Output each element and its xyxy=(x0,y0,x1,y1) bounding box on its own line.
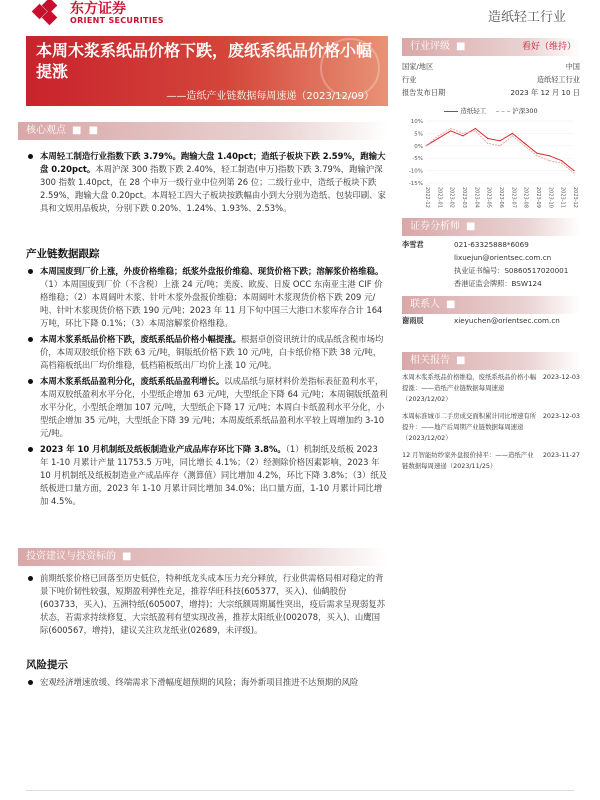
series-line-csi300 xyxy=(426,128,574,173)
bullet-text: 前期纸浆价格已回落至历史低位，特种纸龙头成本压力充分释放，行业供需格局相对稳定的背景下吨价韧性较强，短期盈利弹性充足，推荐华旺科技(605377，买入)、仙鹤股份(603733，买入)、五洲特纸(605007，增持)；大宗纸额周期属性突出，疫后需求呈现弱复苏状态，若需求持续修复，大宗纸盈利有望实现改善，推荐太阳纸业(002078，买入)、山鹰国际(600567，增持)，建议关注玖龙纸业(02689，未评级)。 xyxy=(40,573,386,635)
x-tick-label: 2023-02 xyxy=(448,187,455,208)
performance-chart xyxy=(402,102,580,219)
chart-legend xyxy=(402,106,580,115)
chain-points-item xyxy=(26,333,388,372)
x-tick-label: 2023-12 xyxy=(572,187,578,208)
data-point xyxy=(462,133,463,134)
related-report-item xyxy=(402,411,580,444)
report-subtitle: ——造纸产业链数据每周速递（2023/12/09） xyxy=(166,91,374,102)
analyst-block xyxy=(402,238,580,290)
y-tick-label: -5% xyxy=(412,156,423,163)
analyst-header: 证券分析师 ■ xyxy=(402,218,580,236)
series-line-industry xyxy=(426,128,574,170)
data-point xyxy=(549,155,550,156)
y-tick-label: 0% xyxy=(414,143,423,150)
footer-divider xyxy=(26,790,574,791)
bullet-bold-text: 2023 年 10 月机制纸及纸板制造业产成品库存环比下降 3.8%。 xyxy=(40,444,286,454)
data-point xyxy=(425,145,426,146)
data-point xyxy=(475,128,476,129)
contact-header: 联系人 ■ xyxy=(402,296,580,314)
data-point xyxy=(512,133,513,134)
data-point xyxy=(524,145,525,146)
related-report-title: 本周木浆系纸品价格维稳，废纸系纸品价格小幅提涨：——造纸产业链数据每周速递（2023/12/02） xyxy=(402,373,537,403)
analyst-line: lixuejun@orientsec.com.cn xyxy=(454,253,552,262)
section-risk-title: 风险提示 xyxy=(26,659,68,671)
analyst-row xyxy=(402,238,580,290)
data-point xyxy=(561,160,562,161)
rating-header: 行业评级 ■ 看好（维持） xyxy=(402,38,580,56)
x-tick-label: 2023-06 xyxy=(498,187,504,208)
y-tick-label: 10% xyxy=(410,119,423,125)
data-point xyxy=(450,128,451,129)
data-point xyxy=(561,163,562,164)
rating-value: 看好（维持） xyxy=(521,42,576,52)
x-tick-label: 2023-03 xyxy=(461,187,467,208)
meta-value: 造纸轻工行业 xyxy=(536,75,580,84)
risk-points-item xyxy=(26,676,388,689)
legend-item-a xyxy=(444,106,486,115)
analyst-name: 李雪君 xyxy=(402,240,424,249)
brand-logo xyxy=(34,0,164,26)
risk-section xyxy=(26,655,388,692)
meta-row xyxy=(402,60,580,73)
related-reports xyxy=(402,372,580,478)
data-point xyxy=(487,143,488,144)
x-tick-label: 2023-05 xyxy=(485,187,492,208)
chain-points-item xyxy=(26,443,388,508)
data-point xyxy=(524,143,525,144)
meta-row xyxy=(402,86,580,99)
y-tick-label: -10% xyxy=(408,168,423,175)
related-report-item xyxy=(402,450,580,472)
bullet-text: （1）本周国废到厂价（不含税）上涨 24 元/吨；美废、欧废、日废 OCC 东南亚主港 CIF 价格维稳；（2）本周阔叶木浆、针叶木浆外盘报价维稳；本周阔叶木浆现货价格下跌 209 元/吨、针叶木浆现货价格下跌 190 元/吨；2023 年 11 月下旬中国三大港口木浆库存合计 164 万吨，环比下降 0.1%；（3）本周溶解浆价格维稳。 xyxy=(40,279,383,328)
bullet-text: 宏观经济增速放缓、终端需求下滑幅度超预期的风险；海外新项目推进不达预期的风险 xyxy=(40,677,359,687)
data-point xyxy=(536,153,537,154)
core-points-item xyxy=(26,150,388,215)
chain-points-item xyxy=(26,375,388,440)
contact-row xyxy=(402,314,580,327)
bullet-bold-text: 本周木浆系纸品盈利分化，废纸系纸品盈利增长。 xyxy=(40,376,225,386)
x-tick-label: 2023-08 xyxy=(522,187,529,208)
chain-points-item xyxy=(26,265,388,330)
related-report-title: 本周标准城市二手房成交面积累计同比增速有所提升：——地产后周期产业链数据每周速递（2023/12/02） xyxy=(402,412,537,442)
data-point xyxy=(536,155,537,156)
invest-points xyxy=(26,572,388,640)
x-tick-label: 2023-01 xyxy=(436,187,443,208)
data-point xyxy=(573,170,574,171)
title-banner xyxy=(26,36,388,106)
chain-points xyxy=(26,265,388,508)
related-report-date: 2023-12-03 xyxy=(542,373,580,381)
invest-points-item xyxy=(26,572,388,637)
chain-section xyxy=(26,244,388,511)
x-tick-label: 2022-12 xyxy=(424,187,430,208)
logo-text-cn: 东方证券 xyxy=(70,0,126,17)
related-report-title: 12 月智能纺纱家外盘报价持平：——造纸产业链数据每周速递（2023/11/25） xyxy=(402,451,534,470)
bullet-text: 以成品纸与原材料价差指标表征盈利水平，本周双胶纸盈利水平分化，小型纸企增加 63 元/吨，大型纸企下降 64 元/吨；本周铜版纸盈利水平分化，小型纸企增加 107 元/吨，大型纸企下降 17 元/吨；本周白卡纸盈利水平分化，小型纸企增加 35 元/吨，大型纸企下降 39 元/吨；本周废纸系纸品盈利水平较上周增加约 3-10 元/吨。 xyxy=(40,376,388,438)
contact-line: xieyuchen@orientsec.com.cn xyxy=(454,316,560,325)
legend-a-label: 造纸轻工 xyxy=(460,107,487,115)
analyst-line: 香港证监会牌照：BSW124 xyxy=(454,279,542,288)
related-report-date: 2023-11-27 xyxy=(542,451,580,459)
section-core-title: 核心观点 xyxy=(26,125,66,136)
section-invest-header: 投资建议与投资标的 ■ xyxy=(18,548,388,566)
meta-key: 国家/地区 xyxy=(402,62,434,71)
x-tick-label: 2023-10 xyxy=(547,187,554,208)
section-core-header: 核心观点 ■ ■ xyxy=(18,122,388,140)
data-point xyxy=(512,135,513,136)
bullet-bold-text: 本周木浆系纸品价格下跌，废纸系纸品价格小幅提涨。 xyxy=(40,334,241,344)
x-tick-label: 2023-04 xyxy=(473,187,480,208)
related-label: 相关报告 xyxy=(410,355,450,366)
logo-mark-icon xyxy=(34,2,62,24)
y-tick-label: 5% xyxy=(414,131,423,138)
chart-svg xyxy=(402,117,580,217)
data-point xyxy=(499,145,500,146)
section-invest-title: 投资建议与投资标的 xyxy=(26,551,116,562)
meta-key: 行业 xyxy=(402,75,417,84)
analyst-line: 执业证书编号：S0860517020001 xyxy=(454,266,569,275)
data-point xyxy=(462,135,463,136)
bullet-text: （1）机制纸及纸板 2023 年 1-10 月累计产量 11753.5 万吨，同比增长 4.1%；（2）经测除价格因素影响，2023 年 10 月机制纸及纸板制造业产成品库存（测算值）同比增加 4.2%，环比下降 3.8%；（3）纸及纸板进口量方面，2023 年 1-10 月累计同比增加 34.0%；出口量方面，1-10 月累计同比增加 4.5%。 xyxy=(40,444,388,506)
meta-value: 中国 xyxy=(565,62,580,71)
section-chain-title: 产业链数据跟踪 xyxy=(26,248,100,260)
data-point xyxy=(438,135,439,136)
contact-label: 联系人 xyxy=(410,299,440,310)
legend-b-label: 沪深300 xyxy=(512,107,538,115)
contact-details xyxy=(454,314,560,327)
rating-label: 行业评级 xyxy=(410,41,450,52)
report-meta xyxy=(402,60,580,99)
logo-text-en: ORIENT SECURITIES xyxy=(70,15,164,25)
x-tick-label: 2023-11 xyxy=(559,187,566,208)
x-tick-label: 2023-09 xyxy=(535,187,541,208)
industry-label: 造纸轻工行业 xyxy=(487,10,566,25)
analyst-line: 021-63325888*6069 xyxy=(454,240,529,249)
contact-name: 谢雨辰 xyxy=(402,316,424,325)
meta-row xyxy=(402,73,580,86)
data-point xyxy=(549,160,550,161)
related-header: 相关报告 ■ xyxy=(402,352,580,370)
x-tick-label: 2023-07 xyxy=(510,187,517,208)
data-point xyxy=(573,172,574,173)
core-points xyxy=(26,150,388,218)
contact-block xyxy=(402,314,580,327)
data-point xyxy=(499,140,500,141)
related-report-date: 2023-12-03 xyxy=(542,412,580,420)
data-point xyxy=(487,138,488,139)
bullet-bold-text: 本周轻工制造行业指数下跌 3.79%。跑输大盘 1.40pct；造纸子板块下跌 2.59%，跑输大盘 0.20pct。 xyxy=(40,151,386,174)
related-report-item xyxy=(402,372,580,405)
data-point xyxy=(475,130,476,131)
bullet-bold-text: 本周国废到厂价上涨，外废价格维稳；纸浆外盘报价维稳、现货价格下跌；溶解浆价格维稳。 xyxy=(40,266,384,276)
meta-value: 2023 年 12 月 10 日 xyxy=(510,88,580,97)
legend-item-b xyxy=(496,106,537,115)
report-title: 本周木浆系纸品价格下跌，废纸系纸品价格小幅提涨 xyxy=(36,41,373,81)
risk-points xyxy=(26,676,388,689)
data-point xyxy=(438,138,439,139)
data-point xyxy=(450,130,451,131)
bullet-text: 本周沪深 300 指数下跌 2.40%，轻工制造(申万)指数下跌 3.79%，跑输沪深 300 指数 1.40pct，在 28 个申万一级行业中位列第 26 位；二级行业中，造纸子板块下跌 2.59%，跑输大盘 0.20pct。本周轻工四大子板块按跌幅由小到大分别为造纸、包装印刷、家具和文娱用品板块，分别下跌 0.20%、1.24%、1.93%、2.53%。 xyxy=(40,164,386,213)
meta-key: 报告发布日期 xyxy=(402,88,446,97)
y-tick-label: -15% xyxy=(408,181,423,187)
bullet-text: 根据卓创资讯统计的成品纸含税市场均价，本周双胶纸价格下跌 63 元/吨，铜版纸价格下跌 10 元/吨，白卡纸价格下跌 38 元/吨，高档箱板纸出厂均价维稳，低档箱板纸出厂均价上涨 10 元/吨。 xyxy=(40,334,384,370)
analyst-details xyxy=(454,238,568,290)
analyst-label: 证券分析师 xyxy=(410,221,460,232)
